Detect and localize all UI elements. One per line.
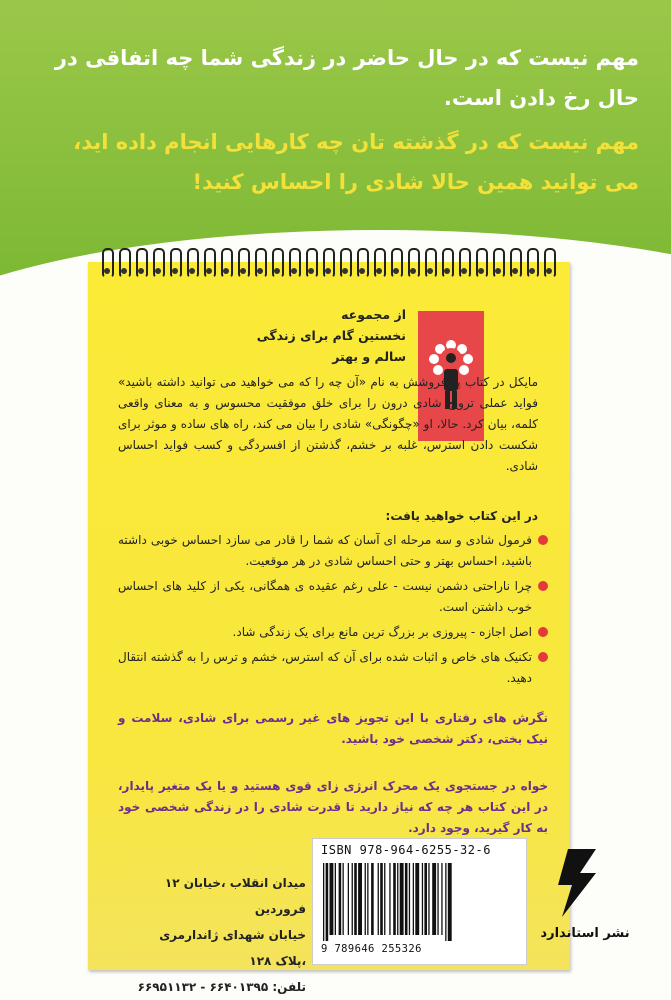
spiral-hole	[223, 268, 229, 274]
series-line-3: سالم و بهتر	[332, 349, 406, 364]
barcode-bar	[323, 863, 324, 941]
barcode-bar	[371, 863, 374, 935]
barcode-bar	[367, 863, 368, 935]
list-item	[118, 622, 548, 643]
barcode-bar	[422, 863, 423, 935]
barcode-bars-icon	[321, 863, 517, 941]
barcode-bar	[358, 863, 362, 935]
publisher-address	[128, 870, 306, 1000]
list-item	[118, 576, 548, 618]
barcode-bar	[348, 863, 349, 935]
spiral-hole	[104, 268, 110, 274]
publisher-name: نشر استاندارد	[540, 926, 630, 941]
closing-paragraph-1: نگرش های رفتاری با این تجویز های غیر رسمی برای شادی، سلامت و نیک بختی، دکتر شخصی خود باشید.	[118, 711, 548, 746]
spiral-hole	[529, 268, 535, 274]
barcode-digits: 9 789646 255326	[321, 943, 422, 955]
spiral-hole	[291, 268, 297, 274]
spiral-hole	[444, 268, 450, 274]
spiral-hole	[512, 268, 518, 274]
spiral-hole	[308, 268, 314, 274]
barcode-bar	[389, 863, 390, 935]
headline-yellow	[39, 122, 639, 202]
spiral-hole	[189, 268, 195, 274]
spiral-hole	[359, 268, 365, 274]
spiral-hole	[274, 268, 280, 274]
barcode-bar	[380, 863, 383, 935]
barcode-bar	[441, 863, 442, 935]
barcode-bar	[424, 863, 427, 935]
barcode	[312, 838, 527, 965]
series-line-1: از مجموعه	[341, 307, 406, 322]
bullet-text: فرمول شادی و سه مرحله ای آسان که شما را قادر می سازد احساس خوبی داشته باشید، احساس بهتر و حتی احساس شادی در هر موقعیت.	[118, 533, 532, 568]
barcode-bar	[428, 863, 429, 935]
list-item	[118, 647, 548, 689]
barcode-bar	[384, 863, 385, 935]
list-item	[118, 530, 548, 572]
spiral-hole	[172, 268, 178, 274]
barcode-bar	[432, 863, 436, 935]
barcode-bar	[405, 863, 408, 935]
headline-line-2: حال رخ دادن است.	[443, 86, 639, 110]
barcode-bar	[330, 863, 334, 935]
barcode-bar	[352, 863, 353, 935]
barcode-bar	[415, 863, 419, 935]
spiral-hole	[410, 268, 416, 274]
barcode-bar	[354, 863, 357, 935]
barcode-bar	[445, 863, 446, 941]
barcode-bar	[400, 863, 404, 935]
spiral-hole	[495, 268, 501, 274]
bullet-list	[118, 530, 548, 693]
headline-line-4: می توانید همین حالا شادی را احساس کنید!	[192, 170, 639, 194]
spiral-hole	[206, 268, 212, 274]
lead-sentence: در این کتاب خواهید یافت:	[385, 509, 538, 523]
spiral-hole	[155, 268, 161, 274]
barcode-bar	[409, 863, 410, 935]
spiral-hole	[257, 268, 263, 274]
closing-paragraph-2: خواه در جستجوی یک محرک انرژی زای قوی هستید و یا یک متغیر پایدار، در این کتاب هر چه که نیاز دارید تا قدرت شادی را در زندگی شخصی خود به کار گیرید، وجود دارد.	[118, 779, 548, 835]
red-bullet-icon	[538, 652, 548, 662]
barcode-bar	[365, 863, 366, 935]
bullet-text: اصل اجازه - پیروزی بر بزرگ ترین مانع برای یک زندگی شاد.	[232, 625, 532, 639]
red-bullet-icon	[538, 581, 548, 591]
barcode-bar	[335, 863, 336, 935]
spiral-hole	[393, 268, 399, 274]
barcode-bar	[393, 863, 396, 935]
address-line-3: تلفن: ۶۶۴۰۱۳۹۵ - ۶۶۹۵۱۱۳۲	[137, 980, 306, 994]
barcode-bar	[437, 863, 438, 935]
publisher-logo-icon	[550, 845, 608, 921]
red-bullet-icon	[538, 535, 548, 545]
headline-line-1: مهم نیست که در حال حاضر در زندگی شما چه اتفاقی در	[54, 46, 639, 70]
isbn-text: ISBN 978-964-6255-32-6	[321, 843, 491, 857]
address-line-2: خیابان شهدای ژاندارمری ،پلاک ۱۲۸	[159, 928, 306, 968]
spiral-hole	[138, 268, 144, 274]
barcode-bar	[378, 863, 379, 935]
barcode-bar	[339, 863, 342, 935]
intro-paragraph: مایکل در کتاب پر فروشش به نام «آن چه را که می خواهید می توانید داشته باشید» فواید عملی ترویج شادی درون را برای خلق موفقیت محسوس و به معنای واقعی کلمه، بیان کرد. حالا، او «چگونگی» شادی را بیان می کند، راه های ساده و موثر برای شکست دادن استرس، غلبه بر خشم، گذشتن از افسردگی و کسب فواید احساس شادی.	[118, 375, 538, 473]
spiral-hole	[427, 268, 433, 274]
headline-line-3: مهم نیست که در گذشته تان چه کارهایی انجام داده اید،	[73, 130, 639, 154]
spiral-hole	[546, 268, 552, 274]
barcode-bar	[413, 863, 414, 935]
bullet-text: تکنیک های خاص و اثبات شده برای آن که استرس، خشم و ترس را به گذشته انتقال دهید.	[118, 650, 532, 685]
spiral-hole	[478, 268, 484, 274]
spiral-hole	[376, 268, 382, 274]
spiral-hole	[342, 268, 348, 274]
series-title	[256, 304, 406, 367]
barcode-bar	[343, 863, 344, 935]
barcode-bar	[326, 863, 329, 941]
series-line-2: نخستین گام برای زندگی	[256, 328, 406, 343]
barcode-bar	[448, 863, 452, 941]
bullet-text: چرا ناراحتی دشمن نیست - علی رغم عقیده ی همگانی، یکی از کلید های احساس خوب داشتن است.	[118, 579, 532, 614]
barcode-bar	[397, 863, 398, 935]
spiral-binding	[98, 248, 564, 278]
address-line-1: میدان انقلاب ،خیابان ۱۲ فروردین	[164, 876, 306, 916]
spiral-hole	[240, 268, 246, 274]
spiral-hole	[461, 268, 467, 274]
headline-white	[39, 38, 639, 118]
red-bullet-icon	[538, 627, 548, 637]
spiral-hole	[325, 268, 331, 274]
spiral-hole	[121, 268, 127, 274]
